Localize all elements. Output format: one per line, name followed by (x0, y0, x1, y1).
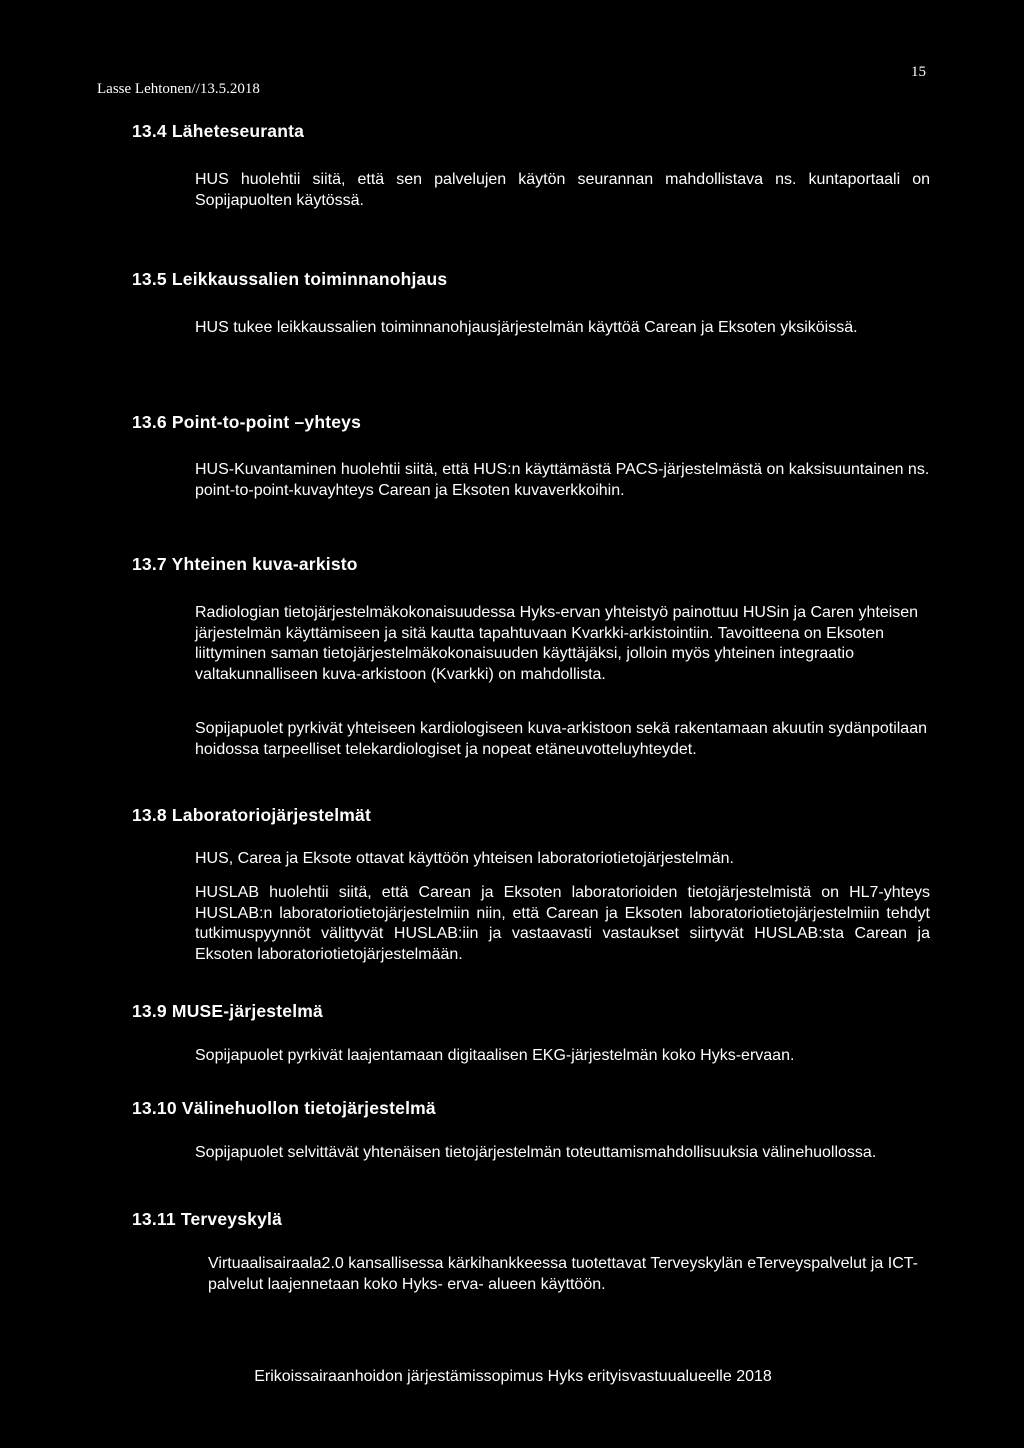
page-number: 15 (911, 64, 926, 80)
section-heading-13-10: 13.10 Välinehuollon tietojärjestelmä (132, 1098, 436, 1118)
section-heading-13-6: 13.6 Point-to-point –yhteys (132, 412, 362, 432)
section-heading-13-4: 13.4 Läheteseuranta (132, 121, 305, 141)
section-heading-13-9: 13.9 MUSE-järjestelmä (132, 1001, 323, 1021)
section-paragraph: HUS huolehtii siitä, että sen palvelujen käytön seurannan mahdollistava ns. kuntaportaali on Sopijapuolten käytössä. (195, 171, 930, 209)
page-footer: Erikoissairaanhoidon järjestämissopimus Hyks erityisvastuualueelle 2018 (254, 1368, 772, 1385)
section-paragraph: HUS tukee leikkaussalien toiminnanohjausjärjestelmän käyttöä Carean ja Eksoten yksiköissä. (195, 319, 858, 336)
section-heading-13-5: 13.5 Leikkaussalien toiminnanohjaus (132, 269, 448, 289)
page-header-author-date: Lasse Lehtonen//13.5.2018 (97, 81, 260, 97)
section-paragraph: Virtuaalisairaala2.0 kansallisessa kärkihankkeessa tuotettavat Terveyskylän eTerveyspalvelut ja ICT- palvelut laajennetaan koko Hyks- erva- alueen käyttöön. (208, 1255, 918, 1293)
section-heading-13-11: 13.11 Terveyskylä (132, 1209, 283, 1229)
section-paragraph: Sopijapuolet selvittävät yhtenäisen tietojärjestelmän toteuttamismahdollisuuksia välinehuollossa. (195, 1144, 877, 1161)
section-paragraph: Radiologian tietojärjestelmäkokonaisuudessa Hyks-ervan yhteistyö painottuu HUSin ja Caren yhteisen järjestelmän käyttämiseen ja sitä kautta tapahtuvaan Kvarkki-arkistointiin. Tavoitteena on Eksoten liittyminen saman tietojärjestelmäkokonaisuuden käyttäjäksi, jolloin myös yhteinen integraatio valtakunnalliseen kuva-arkistoon (Kvarkki) on mahdollista. (195, 604, 919, 683)
section-paragraph: Sopijapuolet pyrkivät laajentamaan digitaalisen EKG-järjestelmän koko Hyks-ervaan. (195, 1047, 795, 1064)
section-paragraph: HUS-Kuvantaminen huolehtii siitä, että HUS:n käyttämästä PACS-järjestelmästä on kaksisuuntainen ns. point-to-point-kuvayhteys Carean ja Eksoten kuvaverkkoihin. (195, 461, 930, 499)
section-paragraph: Sopijapuolet pyrkivät yhteiseen kardiologiseen kuva-arkistoon sekä rakentamaan akuutin sydänpotilaan hoidossa tarpeelliset telekardiologiset ja nopeat etäneuvotteluyhteydet. (195, 720, 927, 758)
section-heading-13-8: 13.8 Laboratoriojärjestelmät (132, 805, 372, 825)
section-heading-13-7: 13.7 Yhteinen kuva-arkisto (132, 554, 358, 574)
section-paragraph: HUS, Carea ja Eksote ottavat käyttöön yhteisen laboratoriotietojärjestelmän. (195, 850, 734, 867)
section-paragraph: HUSLAB huolehtii siitä, että Carean ja Eksoten laboratorioiden tietojärjestelmistä on HL7-yhteys HUSLAB:n laboratoriotietojärjestelmiin niin, että Carean ja Eksoten laboratoriotietojärjestelmiin tehdyt tutkimuspyynnöt välittyvät HUSLAB:iin ja vastaavasti vastaukset siirtyvät HUSLAB:sta Carean ja Eksoten laboratoriotietojärjestelmään. (195, 884, 930, 963)
